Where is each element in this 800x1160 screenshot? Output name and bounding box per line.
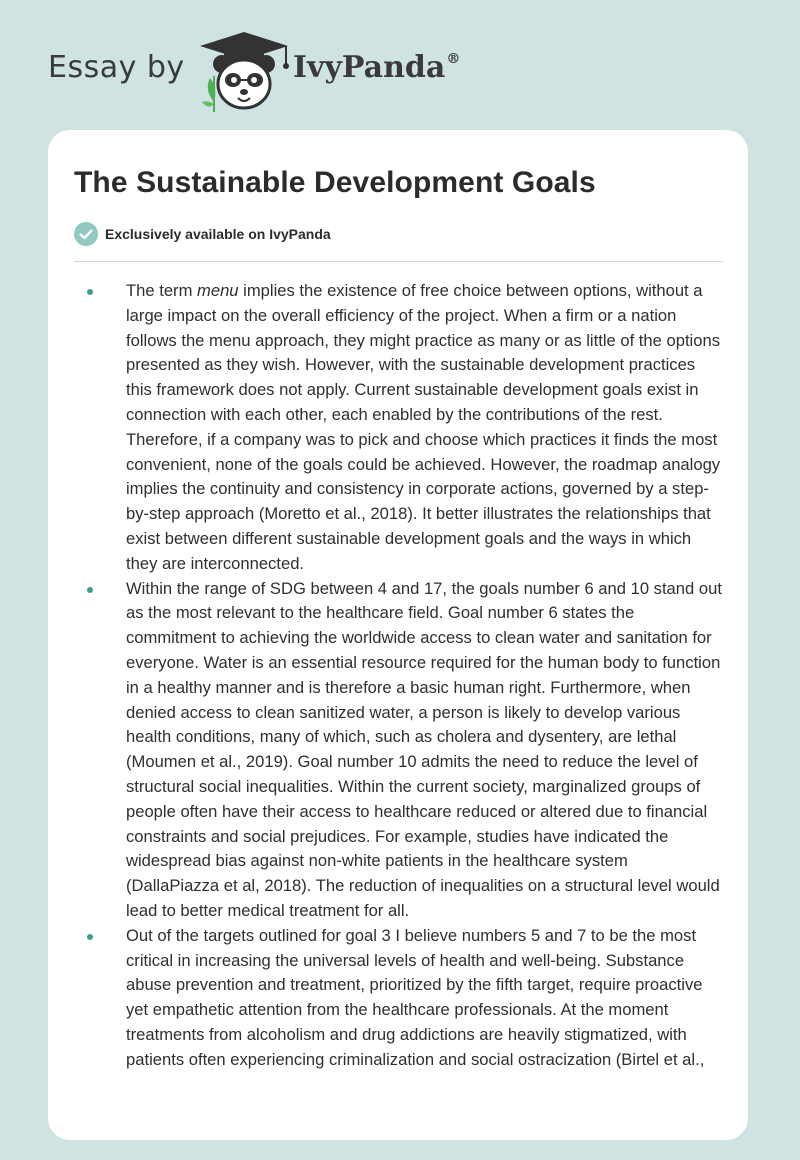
list-item	[74, 577, 724, 924]
brand-name: IvyPanda	[293, 50, 446, 85]
item-text: Within the range of SDG between 4 and 17, the goals number 6 and 10 stand out as the most relevant to the healthcare field. Goal number 6 states the commitment to achieving the worldwide access to clean water and sanitation for everyone. Water is an essential resource required for the human body to function in a healthy manner and is therefore a basic human right. Furthermore, when denied access to clean sanitized water, a person is likely to develop various health conditions, many of which, such as cholera and dysentery, are lethal (Moumen et al., 2019). Goal number 10 admits the need to reduce the level of structural social inequalities. Within the current society, marginalized groups of people often have their access to healthcare reduced or altered due to financial constraints and social prejudices. For example, studies have indicated the widespread bias against non-white patients in the healthcare system (DallaPiazza et al, 2018). The reduction of inequalities on a structural level would lead to better medical treatment for all.	[126, 578, 722, 920]
list-item	[74, 924, 724, 1073]
bullet-dot-icon	[87, 289, 93, 295]
essay-card	[48, 130, 748, 1140]
exclusive-badge	[74, 222, 331, 246]
site-header	[0, 0, 800, 120]
essay-bullet-list	[74, 279, 724, 1073]
bullet-dot-icon	[87, 934, 93, 940]
item-text: Out of the targets outlined for goal 3 I believe numbers 5 and 7 to be the most critical in increasing the universal levels of health and well-being. Substance abuse prevention and treatment, prioritized by the fifth target, require proactive yet empathetic attention from the healthcare professionals. At the moment treatments from alcoholism and drug addictions are heavily stigmatized, with patients often experiencing criminalization and social ostracization (Birtel et al.,	[126, 925, 705, 1069]
item-text-start: The term	[126, 281, 198, 300]
list-item	[74, 279, 724, 577]
badge-text: Exclusively available on IvyPanda	[105, 226, 331, 242]
essay-by-label: Essay by	[48, 50, 185, 85]
bullet-dot-icon	[87, 587, 93, 593]
item-text-end: implies the existence of free choice between options, without a large impact on the overall efficiency of the project. When a firm or a nation follows the menu approach, they might practice as many or as little of the options presented as they wish. However, with the sustainable development practices this framework does not apply. Current sustainable development goals exist in connection with each other, each enabled by the contributions of the rest. Therefore, if a company was to pick and choose which practices it finds the most convenient, none of the goals could be achieved. However, the roadmap analogy implies the continuity and consistency in corporate actions, governed by a step-by-step approach (Moretto et al., 2018). It better illustrates the relationships that exist between different sustainable development goals and the ways in which they are interconnected.	[126, 281, 721, 573]
trademark-symbol: ®	[446, 51, 461, 67]
check-circle-icon	[74, 222, 98, 246]
divider	[74, 261, 723, 262]
page-title: The Sustainable Development Goals	[74, 166, 596, 199]
brand-wordmark[interactable]	[293, 50, 460, 85]
panda-graduate-icon	[196, 30, 292, 112]
item-emphasis: menu	[197, 281, 239, 300]
